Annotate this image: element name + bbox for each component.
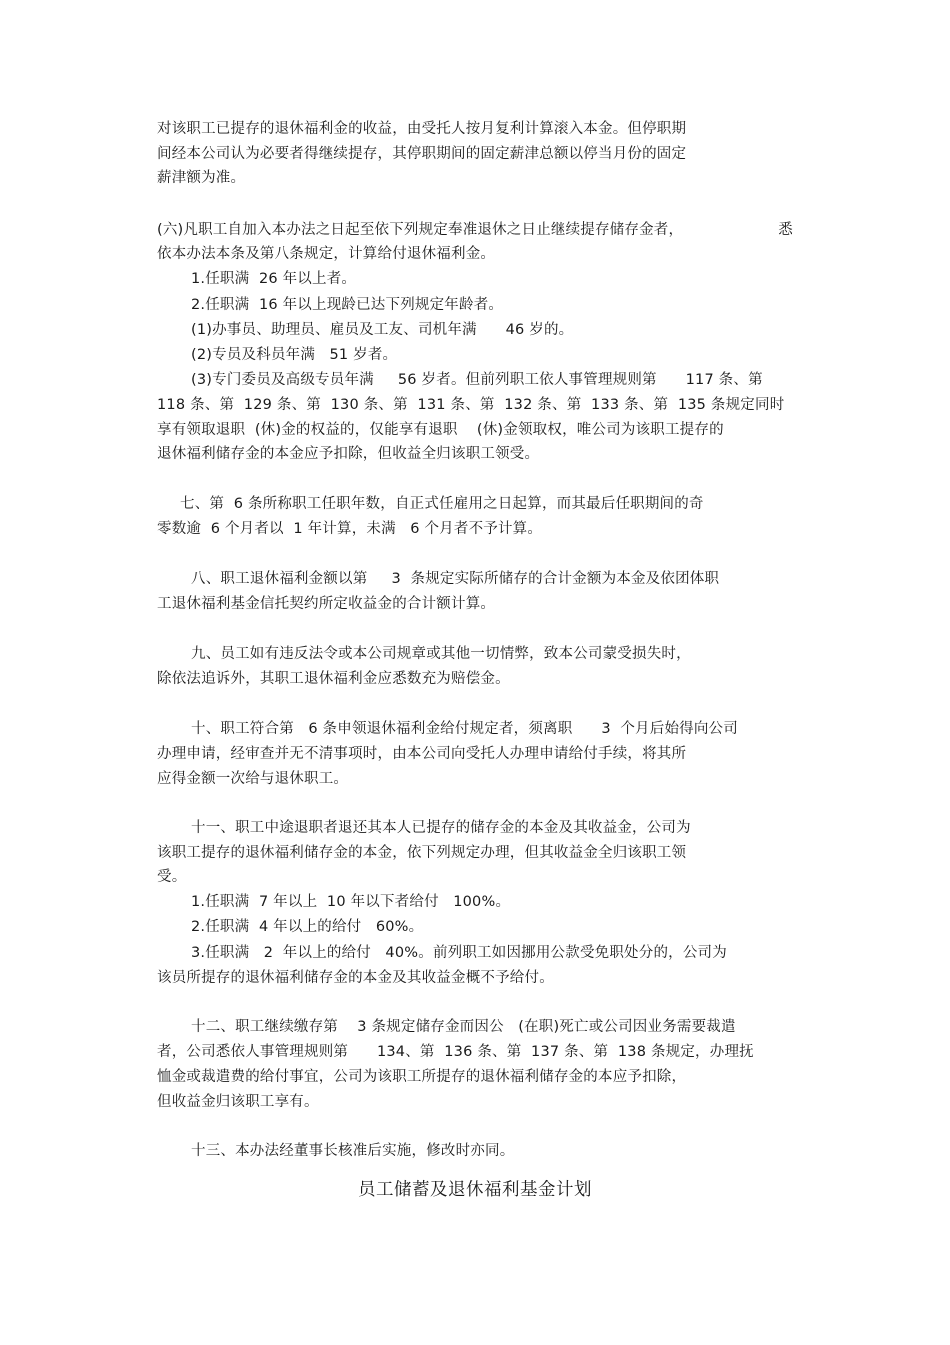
document-title: 员工储蓄及退休福利基金计划 [358, 1180, 592, 1200]
text-line: 间经本公司认为必要者得继续提存，其停职期间的固定薪津总额以停当月份的固定 [157, 146, 687, 162]
text-line: 工退休福利基金信托契约所定收益金的合计额计算。 [157, 596, 496, 612]
text-line: 十、职工符合第 6 条申领退休福利金给付规定者，须离职 3 个月后始得向公司 [191, 721, 738, 737]
text-line: 七、第 6 条所称职工任职年数，自正式任雇用之日起算，而其最后任职期间的奇 [180, 496, 704, 512]
text-line: 九、员工如有违反法令或本公司规章或其他一切情弊，致本公司蒙受损失时， [191, 646, 691, 662]
text-line: 3.任职满 2 年以上的给付 40%。前列职工如因挪用公款受免职处分的，公司为 [191, 945, 727, 961]
text-line: 办理申请，经审查并无不清事项时，由本公司向受托人办理申请给付手续，将其所 [157, 746, 687, 762]
text-line: 退休福利储存金的本金应予扣除，但收益全归该职工领受。 [157, 446, 540, 462]
text-line: (2)专员及科员年满 51 岁者。 [191, 347, 398, 363]
text-line: 受。 [157, 869, 187, 885]
text-line: 恤金或裁遣费的给付事宜，公司为该职工所提存的退休福利储存金的本应予扣除， [157, 1069, 687, 1085]
text-line: 悉 [778, 222, 793, 238]
text-line: 1.任职满 26 年以上者。 [191, 271, 357, 287]
text-line: 2.任职满 4 年以上的给付 60%。 [191, 919, 424, 935]
text-line: 该职工提存的退休福利储存金的本金，依下列规定办理，但其收益金全归该职工领 [157, 845, 687, 861]
text-line: 2.任职满 16 年以上现龄已达下列规定年龄者。 [191, 297, 504, 313]
text-line: (六)凡职工自加入本办法之日起至依下列规定奉准退休之日止继续提存储存金者， [157, 222, 684, 238]
text-line: 薪津额为准。 [157, 170, 246, 186]
text-line: 118 条、第 129 条、第 130 条、第 131 条、第 132 条、第 133 条、第 135 条规定同时 [157, 397, 785, 413]
text-line: (3)专门委员及高级专员年满 56 岁者。但前列职工依人事管理规则第 117 条、第 [191, 372, 763, 388]
text-line: 该员所提存的退休福利储存金的本金及其收益金概不予给付。 [157, 970, 554, 986]
text-line: 对该职工已提存的退休福利金的收益，由受托人按月复利计算滚入本金。但停职期 [157, 121, 687, 137]
text-line: (1)办事员、助理员、雇员及工友、司机年满 46 岁的。 [191, 322, 574, 338]
text-line: 八、职工退休福利金额以第 3 条规定实际所储存的合计金额为本金及依团体职 [191, 571, 720, 587]
text-line: 十一、职工中途退职者退还其本人已提存的储存金的本金及其收益金，公司为 [191, 820, 691, 836]
text-line: 但收益金归该职工享有。 [157, 1094, 319, 1110]
text-line: 享有领取退职 (休)金的权益的，仅能享有退职 (休)金领取权，唯公司为该职工提存的 [157, 422, 724, 438]
text-line: 零数逾 6 个月者以 1 年计算，未满 6 个月者不予计算。 [157, 521, 543, 537]
text-line: 1.任职满 7 年以上 10 年以下者给付 100%。 [191, 894, 511, 910]
text-line: 十二、职工继续缴存第 3 条规定储存金而因公 (在职)死亡或公司因业务需要裁遣 [191, 1019, 736, 1035]
text-line: 依本办法本条及第八条规定，计算给付退休福利金。 [157, 246, 496, 262]
text-line: 除依法追诉外，其职工退休福利金应悉数充为赔偿金。 [157, 671, 510, 687]
text-line: 应得金额一次给与退休职工。 [157, 771, 349, 787]
text-line: 者，公司悉依人事管理规则第 134、第 136 条、第 137 条、第 138 条规定，办理抚 [157, 1044, 754, 1060]
text-line: 十三、本办法经董事长核准后实施，修改时亦同。 [191, 1143, 515, 1159]
